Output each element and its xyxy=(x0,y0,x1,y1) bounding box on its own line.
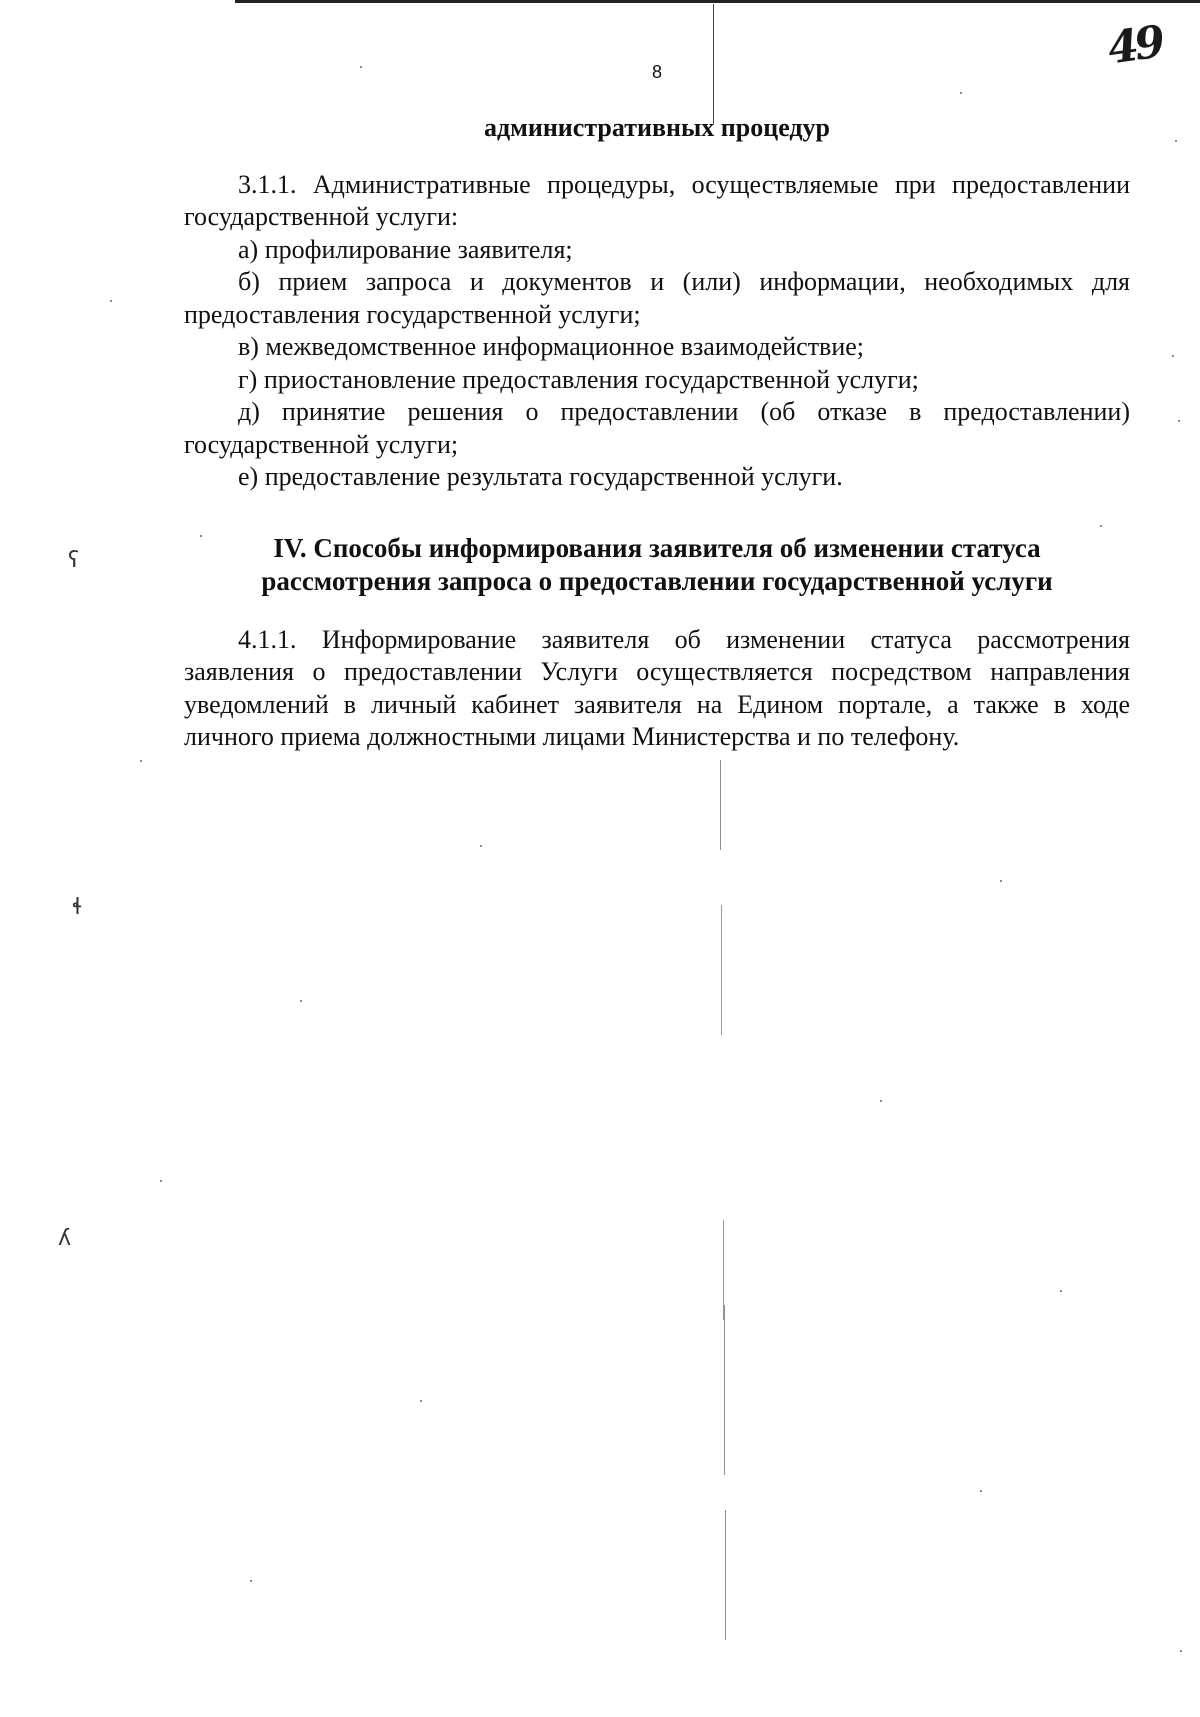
page-number: 8 xyxy=(651,62,662,82)
scan-speck xyxy=(1000,880,1002,882)
fold-line xyxy=(721,905,722,1035)
scan-speck xyxy=(1100,525,1102,527)
scan-speck xyxy=(880,1100,882,1102)
scan-speck xyxy=(1175,140,1177,142)
scan-speck xyxy=(140,760,142,762)
scan-speck xyxy=(160,1180,162,1182)
margin-scan-mark: ɬ xyxy=(72,895,83,920)
scan-speck xyxy=(1178,420,1180,422)
fold-line xyxy=(724,1305,725,1475)
list-item-a: а) профилирование заявителя; xyxy=(238,234,573,264)
fold-line xyxy=(725,1510,726,1640)
scan-speck xyxy=(420,1400,422,1402)
list-item-b: б) прием запроса и документов и (или) информации, необходимых для предоставления государственной услуги; xyxy=(184,267,1130,329)
paragraph-4-1-1: 4.1.1. Информирование заявителя об изменении статуса рассмотрения заявления о предоставлении Услуги осуществляется посредством направления уведомлений в личный кабинет заявителя на Едином портале, а также в ходе личного приема должностными лицами Министерства и по телефону. xyxy=(184,624,1130,751)
section-4-heading-line2: рассмотрения запроса о предоставлении государственной услуги xyxy=(261,565,1053,596)
margin-scan-mark: ʕ xyxy=(68,548,80,573)
list-item-d: д) принятие решения о предоставлении (об отказе в предоставлении) государственной услуги; xyxy=(184,397,1130,459)
list-item-v: в) межведомственное информационное взаимодействие; xyxy=(238,332,865,361)
list-item-g: г) приостановление предоставления государственной услуги; xyxy=(238,364,919,394)
scan-speck xyxy=(960,92,962,94)
scan-speck xyxy=(110,300,112,302)
section-4-heading-line1: IV. Способы информирования заявителя об изменении статуса xyxy=(273,532,1041,563)
scan-speck xyxy=(1180,1650,1182,1652)
top-edge-rule xyxy=(235,0,1200,3)
section-4-heading xyxy=(184,532,1130,598)
list-item-e: е) предоставление результата государственной услуги. xyxy=(238,462,843,491)
fold-line xyxy=(713,4,714,124)
margin-scan-mark: ʎ xyxy=(58,1226,72,1251)
scan-speck xyxy=(1172,355,1174,357)
scan-speck xyxy=(480,845,482,847)
scan-speck xyxy=(980,1490,982,1492)
handwritten-sheet-number: 49 xyxy=(1104,16,1165,75)
scan-speck xyxy=(250,1580,252,1582)
scan-speck xyxy=(360,66,362,68)
continued-heading: административных процедур xyxy=(483,113,831,142)
scan-speck xyxy=(200,535,202,537)
document-body xyxy=(184,112,1130,754)
fold-line xyxy=(720,760,721,850)
paragraph-3-1-1: 3.1.1. Административные процедуры, осуществляемые при предоставлении государственной услуги: xyxy=(184,169,1130,231)
scan-speck xyxy=(1060,1290,1062,1292)
scan-speck xyxy=(300,1000,302,1002)
